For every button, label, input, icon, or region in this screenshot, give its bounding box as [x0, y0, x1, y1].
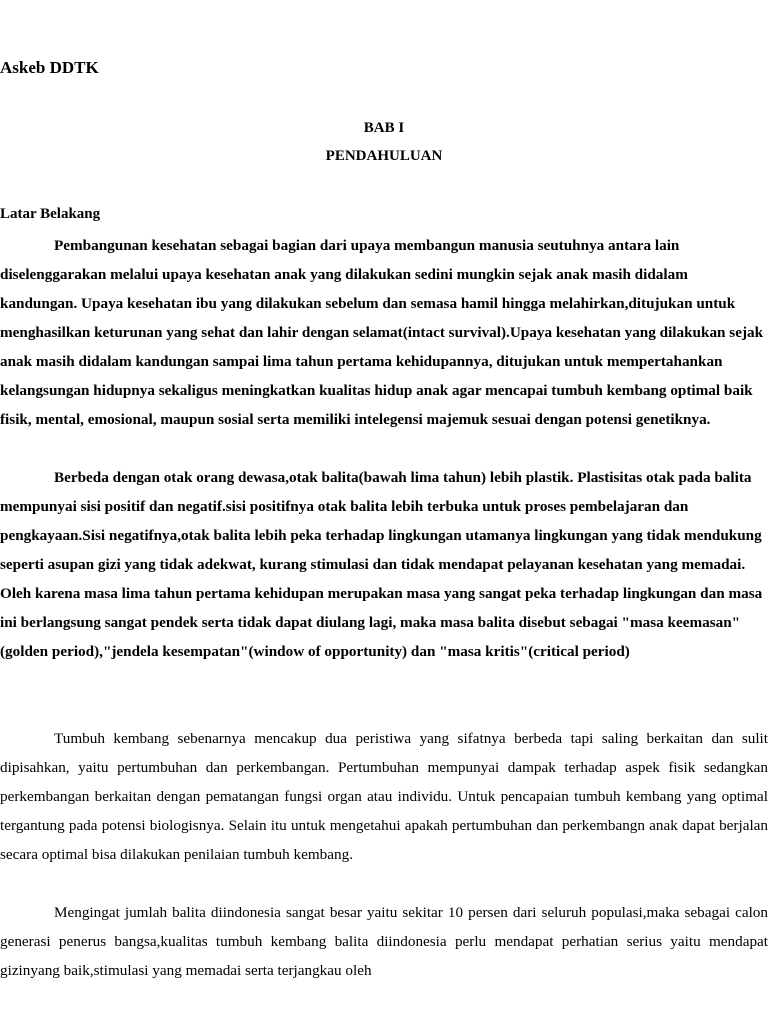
document-title: Askeb DDTK	[0, 58, 99, 77]
paragraph: Mengingat jumlah balita diindonesia sangat besar yaitu sekitar 10 persen dari seluruh populasi,maka sebagai calon generasi penerus bangsa,kualitas tumbuh kembang balita diindonesia perlu mendapat perhatian serius yaitu mendapat gizinyang baik,stimulasi yang memadai serta terjangkau oleh	[0, 904, 768, 979]
paragraph: Berbeda dengan otak orang dewasa,otak balita(bawah lima tahun) lebih plastik. Plastisitas otak pada balita mempunyai sisi positif dan negatif.sisi positifnya otak balita lebih terbuka untuk proses pembelajaran dan pengkayaan.Sisi negatifnya,otak balita lebih peka terhadap lingkungan utamanya lingkungan yang tidak mendukung seperti asupan gizi yang tidak adekwat, kurang stimulasi dan tidak mendapat pelayanan kesehatan yang memadai. Oleh karena masa lima tahun pertama kehidupan merupakan masa yang sangat peka terhadap lingkungan dan masa ini berlangsung sangat pendek serta tidak dapat diulang lagi, maka masa balita disebut sebagai "masa keemasan"(golden period),"jendela kesempatan"(window of opportunity) dan "masa kritis"(critical period)	[0, 469, 763, 660]
section-heading: Latar Belakang	[0, 206, 101, 222]
paragraph: Pembangunan kesehatan sebagai bagian dari upaya membangun manusia seutuhnya antara lain diselenggarakan melalui upaya kesehatan anak yang dilakukan sedini mungkin sejak anak masih didalam kandungan. Upaya kesehatan ibu yang dilakukan sebelum dan semasa hamil hingga melahirkan,ditujukan untuk menghasilkan keturunan yang sehat dan lahir dengan selamat(intact survival).Upaya kesehatan yang dilakukan sejak anak masih didalam kandungan sampai lima tahun pertama kehidupannya, ditujukan untuk mempertahankan kelangsungan hidupnya sekaligus meningkatkan kualitas hidup anak agar mencapai tumbuh kembang optimal baik fisik, mental, emosional, maupun sosial serta memiliki intelegensi majemuk sesuai dengan potensi genetiknya.	[0, 237, 764, 428]
chapter-title: PENDAHULUAN	[325, 148, 443, 164]
chapter-number: BAB I	[363, 120, 405, 136]
paragraph: Tumbuh kembang sebenarnya mencakup dua peristiwa yang sifatnya berbeda tapi saling berkaitan dan sulit dipisahkan, yaitu pertumbuhan dan perkembangan. Pertumbuhan mempunyai dampak terhadap aspek fisik sedangkan perkembangan berkaitan dengan pematangan fungsi organ atau individu. Untuk pencapaian tumbuh kembang yang optimal tergantung pada potensi biologisnya. Selain itu untuk mengetahui apakah pertumbuhan dan perkembangn anak dapat berjalan secara optimal bisa dilakukan penilaian tumbuh kembang.	[0, 730, 768, 863]
